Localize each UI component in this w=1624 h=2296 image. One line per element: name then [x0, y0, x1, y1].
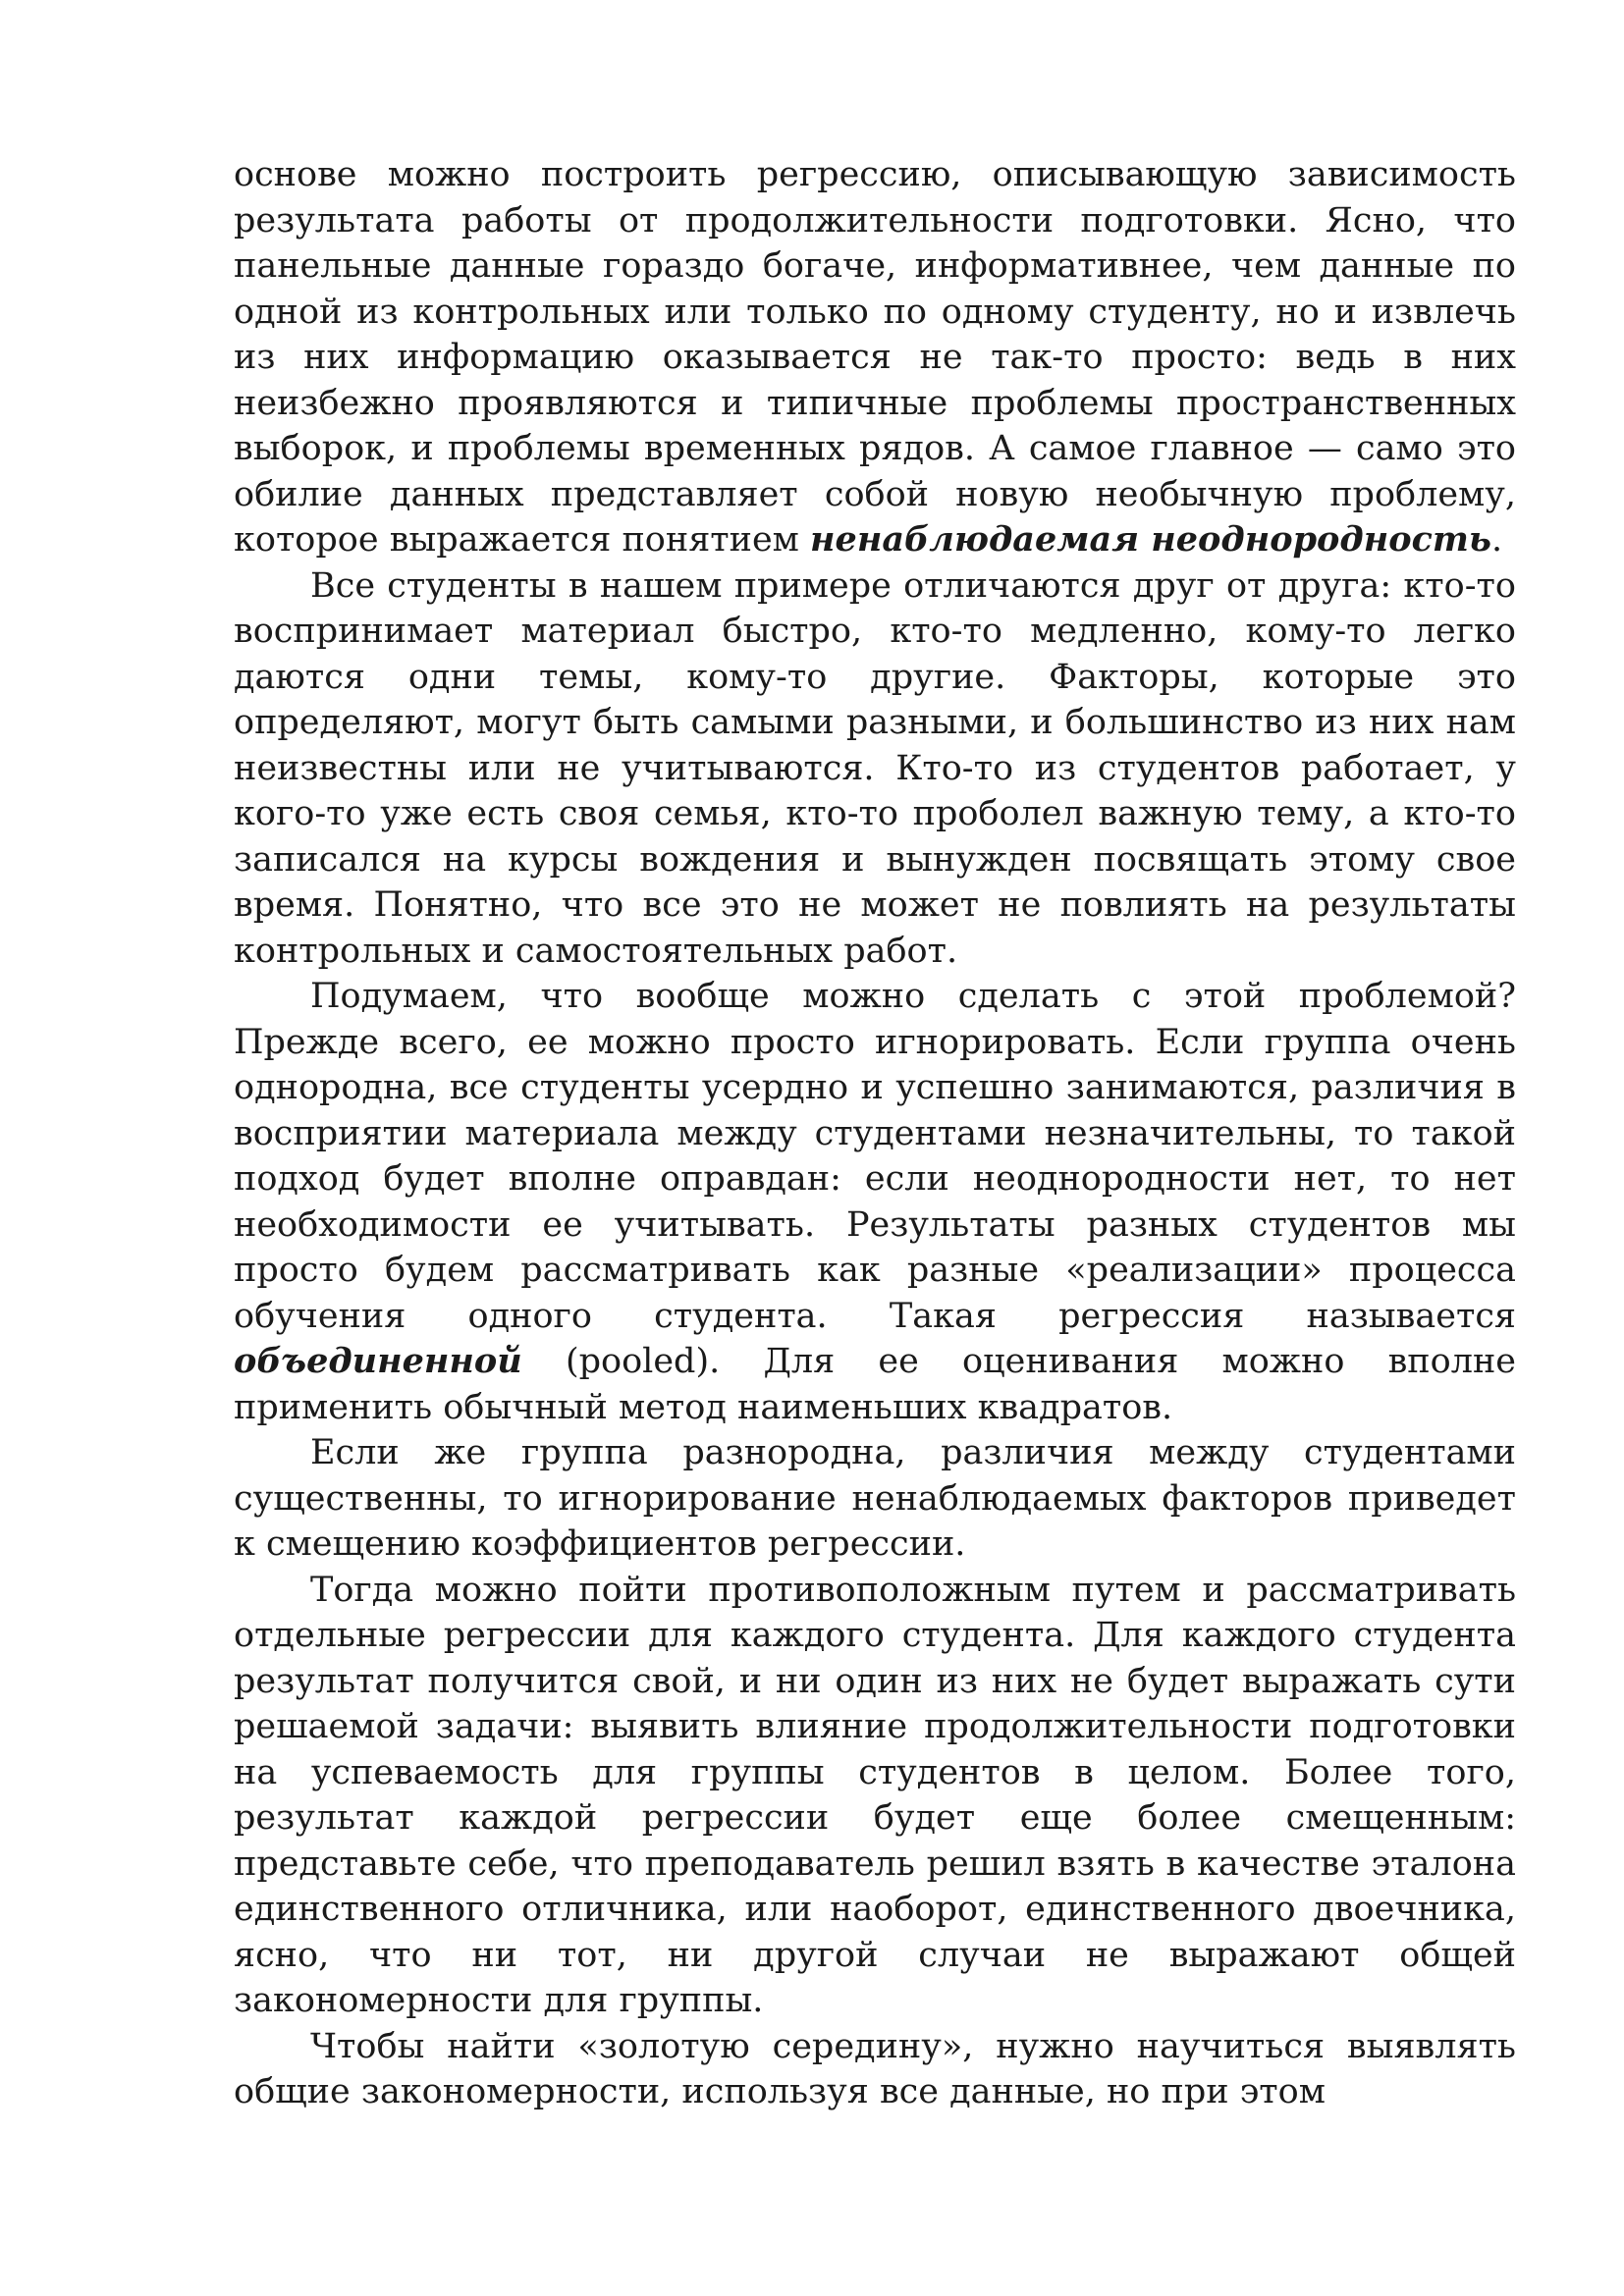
- paragraph-4-text: Если же группа разнородна, различия между студентами существенны, то игнорирование ненаблюдаемых факторов приведет к смещению коэффициентов регрессии.: [234, 1433, 1516, 1564]
- paragraph-2: [234, 563, 1516, 975]
- paragraph-5: [234, 1568, 1516, 2024]
- paragraph-1: [234, 152, 1516, 563]
- paragraph-6-text: Чтобы найти «золотую середину», нужно научиться выявлять общие закономерности, используя все данные, но при этом: [234, 2026, 1516, 2111]
- paragraph-1-text-b: .: [1491, 520, 1503, 560]
- term-unobserved-heterogeneity: ненаблюдаемая неоднородность: [810, 519, 1492, 560]
- paragraph-3-text-b: (pooled). Для ее оценивания можно вполне применить обычный метод наименьших квадратов.: [234, 1342, 1516, 1427]
- term-pooled: объединенной: [234, 1341, 522, 1381]
- paragraph-3-text-a: Подумаем, что вообще можно сделать с этой проблемой? Прежде всего, ее можно просто игнорировать. Если группа очень однородна, все студенты усердно и успешно занимаются, различия в восприятии материала между студентами незначительны, то такой подход будет вполне оправдан: если неоднородности нет, то нет необходимости ее учитывать. Результаты разных студентов мы просто будем рассматривать как разные «реализации» процесса обучения одного студента. Такая регрессия называется: [234, 977, 1516, 1336]
- paragraph-2-text: Все студенты в нашем примере отличаются друг от друга: кто-то воспринимает материал быстро, кто-то медленно, кому-то легко даются одни темы, кому-то другие. Факторы, которые это определяют, могут быть самыми разными, и большинство из них нам неизвестны или не учитываются. Кто-то из студентов работает, у кого-то уже есть своя семья, кто-то проболел важную тему, а кто-то записался на курсы вождения и вынужден посвящать этому свое время. Понятно, что все это не может не повлиять на результаты контрольных и самостоятельных работ.: [234, 565, 1516, 971]
- paragraph-4: [234, 1430, 1516, 1568]
- paragraph-6: [234, 2024, 1516, 2115]
- document-page: [234, 152, 1516, 2115]
- paragraph-3: [234, 974, 1516, 1430]
- paragraph-5-text: Тогда можно пойти противоположным путем и рассматривать отдельные регрессии для каждого студента. Для каждого студента результат получится свой, и ни один из них не будет выражать сути решаемой задачи: выявить влияние продолжительности подготовки на успеваемость для группы студентов в целом. Более того, результат каждой регрессии будет еще более смещенным: представьте себе, что преподаватель решил взять в качестве эталона единственного отличника, или наоборот, единственного двоечника, ясно, что ни тот, ни другой случаи не выражают общей закономерности для группы.: [234, 1570, 1516, 2020]
- paragraph-1-text-a: основе можно построить регрессию, описывающую зависимость результата работы от продолжительности подготовки. Ясно, что панельные данные гораздо богаче, информативнее, чем данные по одной из контрольных или только по одному студенту, но и извлечь из них информацию оказывается не так-то просто: ведь в них неизбежно проявляются и типичные проблемы пространственных выборок, и проблемы временных рядов. А самое главное — само это обилие данных представляет собой новую необычную проблему, которое выражается понятием: [234, 155, 1516, 560]
